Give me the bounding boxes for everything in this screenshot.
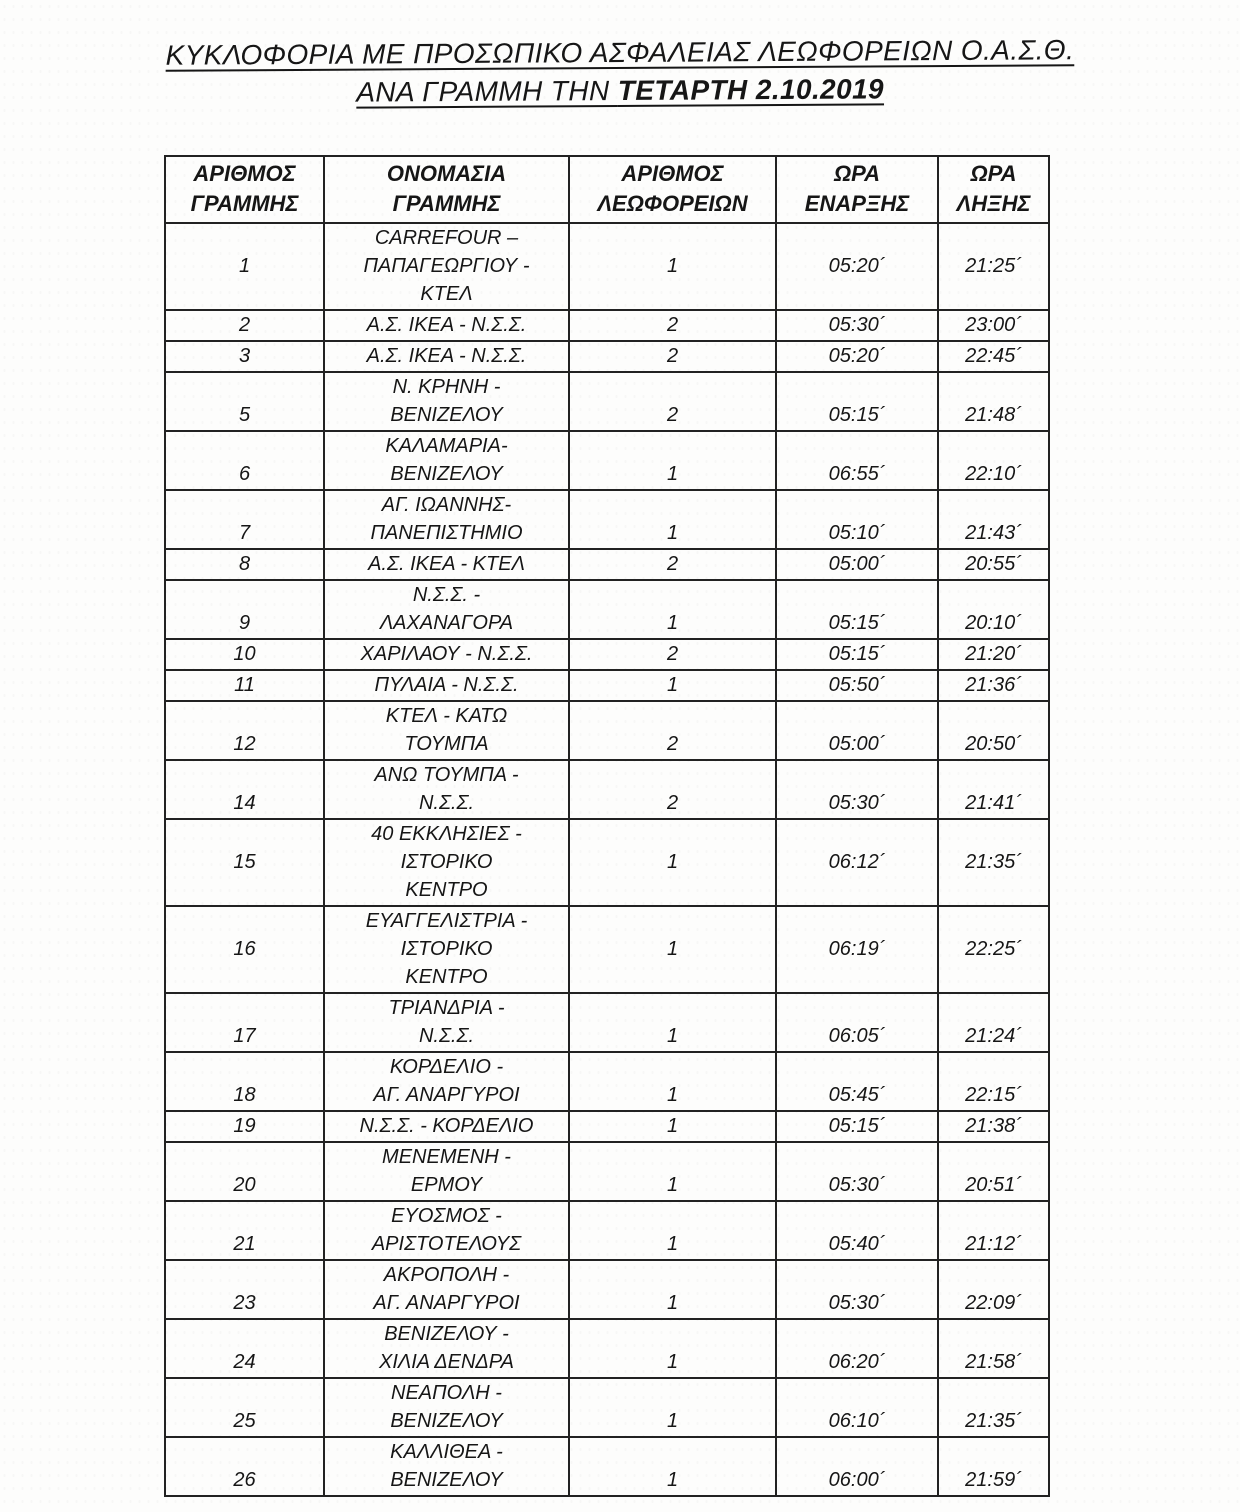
line-name-cell: [324, 1319, 569, 1378]
bus-count-cell: 1: [569, 490, 776, 549]
line-name-text: ΒΕΝΙΖΕΛΟΥ: [390, 463, 503, 485]
table-row: [165, 906, 1049, 993]
line-name-text: ΚΑΛΛΙΘΕΑ -: [390, 1441, 503, 1463]
line-name-text: ΝΕΑΠΟΛΗ -: [391, 1382, 502, 1404]
line-name-cell: [324, 490, 569, 549]
header-row: [165, 156, 1049, 223]
table-row: [165, 1437, 1049, 1496]
table-row: [165, 1201, 1049, 1260]
table-row: [165, 819, 1049, 906]
line-name-cell: [324, 906, 569, 993]
line-number-cell: 24: [165, 1319, 324, 1378]
line-number-cell: 15: [165, 819, 324, 906]
start-time-cell: 05:15´: [776, 1111, 938, 1142]
line-name-text: ΑΓ. ΑΝΑΡΓΥΡΟΙ: [373, 1084, 520, 1106]
start-time-cell: 05:30´: [776, 760, 938, 819]
table-row: [165, 701, 1049, 760]
header-bus-count: [569, 156, 776, 223]
start-time-cell: 05:15´: [776, 372, 938, 431]
title-line-1: [0, 30, 1240, 76]
line-number-cell: 16: [165, 906, 324, 993]
line-name-text: Α.Σ. ΙΚΕΑ - Ν.Σ.Σ.: [366, 345, 527, 367]
line-number-cell: 25: [165, 1378, 324, 1437]
line-name-cell: [324, 1260, 569, 1319]
line-number-cell: 26: [165, 1437, 324, 1496]
line-number-cell: 8: [165, 549, 324, 580]
line-name-text: ΑΚΡΟΠΟΛΗ -: [383, 1264, 510, 1286]
line-name-text: ΑΓ. ΑΝΑΡΓΥΡΟΙ: [373, 1292, 520, 1314]
line-name-text: 40 ΕΚΚΛΗΣΙΕΣ -: [371, 823, 522, 845]
line-name-cell: [324, 549, 569, 580]
table-row: [165, 1052, 1049, 1111]
line-name-text: ΕΥΟΣΜΟΣ -: [391, 1205, 502, 1227]
line-name-cell: [324, 372, 569, 431]
start-time-cell: 05:00´: [776, 549, 938, 580]
end-time-cell: 21:35´: [938, 819, 1049, 906]
table-header: [165, 156, 1049, 223]
start-time-cell: 05:30´: [776, 310, 938, 341]
header-line-number-top: ΑΡΙΘΜΟΣ: [193, 161, 296, 186]
line-name-cell: [324, 223, 569, 310]
table-row: [165, 993, 1049, 1052]
bus-count-cell: 1: [569, 1201, 776, 1260]
table-row: [165, 1111, 1049, 1142]
bus-count-cell: 1: [569, 1378, 776, 1437]
start-time-cell: 05:15´: [776, 580, 938, 639]
line-name-text: ΚΤΕΛ: [420, 283, 473, 305]
start-time-cell: 05:30´: [776, 1260, 938, 1319]
end-time-cell: 21:48´: [938, 372, 1049, 431]
line-name-cell: [324, 639, 569, 670]
end-time-cell: 21:20´: [938, 639, 1049, 670]
header-line-name-bottom: ΓΡΑΜΜΗΣ: [392, 191, 501, 216]
end-time-cell: 20:50´: [938, 701, 1049, 760]
end-time-cell: 21:59´: [938, 1437, 1049, 1496]
header-end-time-top: ΩΡΑ: [970, 161, 1017, 186]
end-time-cell: 21:24´: [938, 993, 1049, 1052]
title-line-2-date: ΤΕΤΑΡΤΗ 2.10.2019: [617, 73, 885, 107]
line-name-text: ΧΙΛΙΑ ΔΕΝΔΡΑ: [378, 1351, 515, 1373]
table-row: [165, 549, 1049, 580]
line-name-text: ΒΕΝΙΖΕΛΟΥ -: [384, 1323, 509, 1345]
end-time-cell: 21:58´: [938, 1319, 1049, 1378]
line-number-cell: 18: [165, 1052, 324, 1111]
header-line-name: [324, 156, 569, 223]
start-time-cell: 05:10´: [776, 490, 938, 549]
end-time-cell: 20:51´: [938, 1142, 1049, 1201]
end-time-cell: 21:12´: [938, 1201, 1049, 1260]
start-time-cell: 06:20´: [776, 1319, 938, 1378]
line-name-text: ΠΑΠΑΓΕΩΡΓΙΟΥ -: [363, 255, 530, 277]
start-time-cell: 05:20´: [776, 223, 938, 310]
start-time-cell: 05:50´: [776, 670, 938, 701]
line-name-text: Ν.Σ.Σ. -: [412, 584, 481, 606]
line-name-text: ΑΓ. ΙΩΑΝΝΗΣ-: [381, 494, 512, 516]
line-name-cell: [324, 341, 569, 372]
table-row: [165, 580, 1049, 639]
line-number-cell: 2: [165, 310, 324, 341]
line-name-text: ΕΡΜΟΥ: [410, 1174, 483, 1196]
end-time-cell: 21:36´: [938, 670, 1049, 701]
bus-count-cell: 1: [569, 1052, 776, 1111]
title-line-2-prefix: ΑΝΑ ΓΡΑΜΜΗ ΤΗΝ: [356, 75, 618, 108]
end-time-cell: 21:41´: [938, 760, 1049, 819]
line-name-text: ΕΥΑΓΓΕΛΙΣΤΡΙΑ -: [365, 910, 528, 932]
bus-count-cell: 1: [569, 1437, 776, 1496]
header-line-name-top: ΟΝΟΜΑΣΙΑ: [386, 161, 507, 186]
line-name-cell: [324, 1111, 569, 1142]
line-name-cell: [324, 670, 569, 701]
table-row: [165, 1378, 1049, 1437]
line-number-cell: 9: [165, 580, 324, 639]
bus-count-cell: 2: [569, 549, 776, 580]
line-name-cell: [324, 760, 569, 819]
bus-count-cell: 1: [569, 906, 776, 993]
document-title: [0, 30, 1240, 114]
table-row: [165, 1319, 1049, 1378]
line-name-cell: [324, 1142, 569, 1201]
bus-count-cell: 1: [569, 431, 776, 490]
bus-count-cell: 1: [569, 1260, 776, 1319]
header-end-time-bottom: ΛΗΞΗΣ: [956, 191, 1031, 216]
bus-count-cell: 2: [569, 639, 776, 670]
end-time-cell: 23:00´: [938, 310, 1049, 341]
start-time-cell: 06:12´: [776, 819, 938, 906]
table-row: [165, 341, 1049, 372]
line-name-cell: [324, 819, 569, 906]
start-time-cell: 05:30´: [776, 1142, 938, 1201]
line-name-text: Ν. ΚΡΗΝΗ -: [392, 376, 501, 398]
line-name-text: Ν.Σ.Σ.: [418, 1025, 475, 1047]
bus-count-cell: 1: [569, 580, 776, 639]
line-name-text: ΒΕΝΙΖΕΛΟΥ: [390, 1410, 503, 1432]
line-number-cell: 21: [165, 1201, 324, 1260]
line-name-cell: [324, 580, 569, 639]
line-name-text: ΙΣΤΟΡΙΚΟ: [400, 938, 493, 960]
line-name-cell: [324, 1437, 569, 1496]
title-line-1-text: ΚΥΚΛΟΦΟΡΙΑ ΜΕ ΠΡΟΣΩΠΙΚΟ ΑΣΦΑΛΕΙΑΣ ΛΕΩΦΟΡΕΙΩΝ Ο.Α.Σ.Θ.: [165, 34, 1075, 71]
line-name-text: ΚΟΡΔΕΛΙΟ -: [389, 1056, 504, 1078]
title-line-2: [0, 68, 1240, 114]
start-time-cell: 05:15´: [776, 639, 938, 670]
start-time-cell: 05:00´: [776, 701, 938, 760]
line-name-text: ΑΝΩ ΤΟΥΜΠΑ -: [374, 764, 519, 786]
header-end-time: [938, 156, 1049, 223]
end-time-cell: 20:55´: [938, 549, 1049, 580]
line-number-cell: 20: [165, 1142, 324, 1201]
line-name-cell: [324, 1201, 569, 1260]
line-name-text: ΚΑΛΑΜΑΡΙΑ-: [385, 435, 508, 457]
line-name-text: ΚΕΝΤΡΟ: [405, 966, 488, 988]
line-number-cell: 19: [165, 1111, 324, 1142]
line-number-cell: 7: [165, 490, 324, 549]
line-name-text: ΙΣΤΟΡΙΚΟ: [400, 851, 493, 873]
bus-count-cell: 1: [569, 1142, 776, 1201]
start-time-cell: 06:10´: [776, 1378, 938, 1437]
line-name-cell: [324, 1378, 569, 1437]
start-time-cell: 06:05´: [776, 993, 938, 1052]
line-name-text: ΠΥΛΑΙΑ - Ν.Σ.Σ.: [374, 674, 519, 696]
line-name-text: ΤΡΙΑΝΔΡΙΑ -: [388, 997, 505, 1019]
line-name-cell: [324, 993, 569, 1052]
bus-schedule-table: [164, 155, 1050, 1497]
table-row: [165, 760, 1049, 819]
line-number-cell: 12: [165, 701, 324, 760]
line-number-cell: 6: [165, 431, 324, 490]
bus-count-cell: 1: [569, 819, 776, 906]
line-name-text: ΒΕΝΙΖΕΛΟΥ: [390, 1469, 503, 1491]
bus-count-cell: 2: [569, 310, 776, 341]
table-row: [165, 490, 1049, 549]
header-bus-count-top: ΑΡΙΘΜΟΣ: [621, 161, 724, 186]
line-name-text: Α.Σ. ΙΚΕΑ - Ν.Σ.Σ.: [366, 314, 527, 336]
line-name-cell: [324, 431, 569, 490]
line-number-cell: 5: [165, 372, 324, 431]
line-name-text: Ν.Σ.Σ.: [418, 792, 475, 814]
header-start-time-top: ΩΡΑ: [833, 161, 881, 186]
line-number-cell: 17: [165, 993, 324, 1052]
end-time-cell: 21:43´: [938, 490, 1049, 549]
bus-count-cell: 1: [569, 993, 776, 1052]
line-number-cell: 23: [165, 1260, 324, 1319]
bus-count-cell: 1: [569, 1111, 776, 1142]
table-body: [165, 223, 1049, 1496]
line-name-text: ΛΑΧΑΝΑΓΟΡΑ: [379, 612, 514, 634]
table-row: [165, 1142, 1049, 1201]
line-name-text: ΑΡΙΣΤΟΤΕΛΟΥΣ: [371, 1233, 522, 1255]
header-start-time-bottom: ΕΝΑΡΞΗΣ: [804, 191, 910, 216]
bus-count-cell: 1: [569, 223, 776, 310]
line-number-cell: 14: [165, 760, 324, 819]
end-time-cell: 21:35´: [938, 1378, 1049, 1437]
end-time-cell: 20:10´: [938, 580, 1049, 639]
header-line-number: [165, 156, 324, 223]
bus-count-cell: 2: [569, 701, 776, 760]
end-time-cell: 22:10´: [938, 431, 1049, 490]
table-row: [165, 639, 1049, 670]
line-name-cell: [324, 1052, 569, 1111]
line-name-text: ΚΤΕΛ - ΚΑΤΩ: [385, 705, 508, 727]
start-time-cell: 06:55´: [776, 431, 938, 490]
line-name-cell: [324, 701, 569, 760]
end-time-cell: 22:25´: [938, 906, 1049, 993]
table-row: [165, 310, 1049, 341]
start-time-cell: 06:00´: [776, 1437, 938, 1496]
table-row: [165, 1260, 1049, 1319]
start-time-cell: 06:19´: [776, 906, 938, 993]
line-name-text: ΠΑΝΕΠΙΣΤΗΜΙΟ: [370, 522, 523, 544]
end-time-cell: 21:38´: [938, 1111, 1049, 1142]
bus-count-cell: 2: [569, 760, 776, 819]
bus-count-cell: 1: [569, 1319, 776, 1378]
line-name-text: CARREFOUR –: [374, 227, 519, 249]
end-time-cell: 22:15´: [938, 1052, 1049, 1111]
line-name-text: ΚΕΝΤΡΟ: [405, 879, 488, 901]
start-time-cell: 05:45´: [776, 1052, 938, 1111]
line-name-cell: [324, 310, 569, 341]
header-bus-count-bottom: ΛΕΩΦΟΡΕΙΩΝ: [597, 191, 748, 216]
line-number-cell: 10: [165, 639, 324, 670]
line-number-cell: 1: [165, 223, 324, 310]
bus-count-cell: 2: [569, 372, 776, 431]
line-name-text: ΒΕΝΙΖΕΛΟΥ: [390, 404, 503, 426]
line-number-cell: 3: [165, 341, 324, 372]
end-time-cell: 22:09´: [938, 1260, 1049, 1319]
table-row: [165, 670, 1049, 701]
header-line-number-bottom: ΓΡΑΜΜΗΣ: [190, 191, 299, 216]
line-name-text: Α.Σ. ΙΚΕΑ - ΚΤΕΛ: [368, 553, 525, 575]
start-time-cell: 05:20´: [776, 341, 938, 372]
line-number-cell: 11: [165, 670, 324, 701]
table-row: [165, 431, 1049, 490]
end-time-cell: 21:25´: [938, 223, 1049, 310]
bus-count-cell: 1: [569, 670, 776, 701]
bus-count-cell: 2: [569, 341, 776, 372]
end-time-cell: 22:45´: [938, 341, 1049, 372]
line-name-text: ΧΑΡΙΛΑΟΥ - Ν.Σ.Σ.: [360, 643, 533, 665]
line-name-text: ΤΟΥΜΠΑ: [404, 733, 489, 755]
line-name-text: Ν.Σ.Σ. - ΚΟΡΔΕΛΙΟ: [359, 1115, 534, 1137]
table-row: [165, 372, 1049, 431]
table-row: [165, 223, 1049, 310]
line-name-text: ΜΕΝΕΜΕΝΗ -: [382, 1146, 511, 1168]
header-start-time: [776, 156, 938, 223]
start-time-cell: 05:40´: [776, 1201, 938, 1260]
